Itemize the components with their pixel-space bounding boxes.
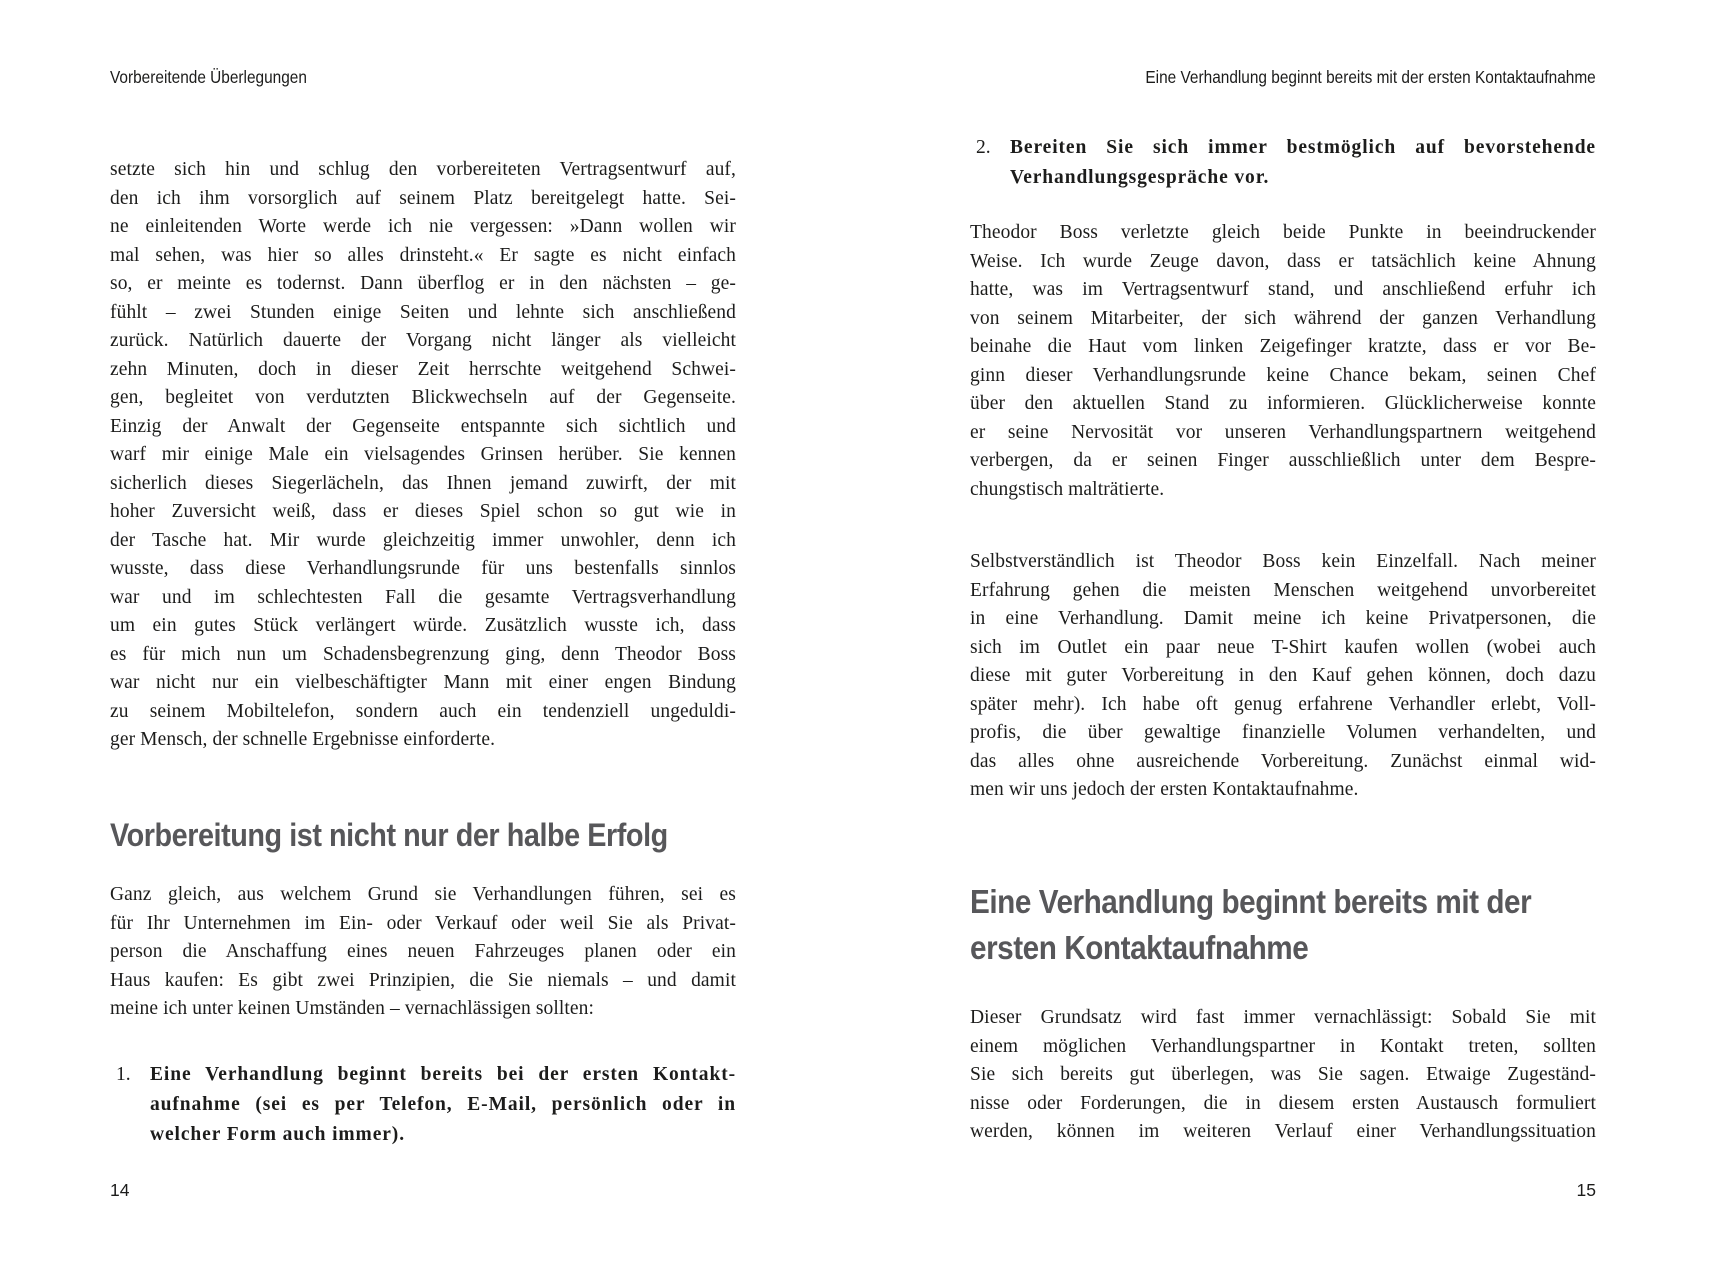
text-line: gen, begleitet von verdutzten Blickwechseln auf der Gegenseite. — [110, 387, 736, 408]
text-line: der Tasche hat. Mir wurde gleichzeitig immer unwohler, denn ich — [110, 529, 736, 551]
text-line: den ich ihm vorsorglich auf seinem Platz bereitgelegt hatte. Sei- — [110, 187, 736, 209]
text-line: chungstisch malträtierte. — [970, 478, 1165, 500]
body-paragraph — [970, 219, 1596, 504]
text-line: hatte, was im Vertragsentwurf stand, und anschließend erfuhr ich — [970, 279, 1596, 300]
text-line: Weise. Ich wurde Zeuge davon, dass er tatsächlich keine Ahnung — [970, 250, 1596, 272]
running-head-left-text: Vorbereitende Überlegungen — [110, 67, 307, 87]
text-line: sich im Outlet ein paar neue T-Shirt kaufen wollen (wobei auch — [970, 636, 1596, 658]
text-line: aufnahme (sei es per Telefon, E-Mail, persönlich oder in — [150, 1094, 736, 1115]
text-line: war und im schlechtesten Fall die gesamte Vertragsverhandlung — [110, 586, 736, 608]
text-line: er seine Nervosität vor unseren Verhandlungspartnern weitgehend — [970, 421, 1596, 443]
text-line: warf mir einige Male ein vielsagendes Grinsen herüber. Sie kennen — [110, 444, 736, 465]
text-line: mal sehen, was hier so alles drinsteht.« Er sagte es nicht einfach — [110, 244, 736, 266]
text-line: men wir uns jedoch der ersten Kontaktaufnahme. — [970, 779, 1359, 800]
text-line: hoher Zuversicht weiß, dass er dieses Spiel schon so gut wie in — [110, 501, 736, 522]
text-line: so, er meinte es todernst. Dann überflog er in den nächsten – ge- — [110, 273, 736, 294]
text-line: es für mich nun um Schadensbegrenzung ging, denn Theodor Boss — [110, 643, 736, 665]
text-line: Bereiten Sie sich immer bestmöglich auf bevorstehende — [1010, 137, 1596, 158]
text-line: beinahe die Haut vom linken Zeigefinger kratzte, dass er vor Be- — [970, 336, 1596, 357]
left-page — [110, 0, 736, 1270]
text-line: nisse oder Forderungen, die in diesem ersten Austausch formuliert — [970, 1092, 1596, 1114]
text-line: setzte sich hin und schlug den vorbereiteten Vertragsentwurf auf, — [110, 159, 736, 180]
list-item-text — [150, 1060, 736, 1150]
text-line: profis, die über gewaltige finanzielle Volumen verhandelten, und — [970, 722, 1596, 743]
text-line: über den aktuellen Stand zu informieren. Glücklicherweise konnte — [970, 393, 1596, 414]
text-line: Eine Verhandlung beginnt bereits bei der ersten Kontakt- — [150, 1064, 736, 1085]
text-line: war nicht nur ein vielbeschäftigter Mann mit einer engen Bindung — [110, 672, 736, 693]
body-paragraph — [110, 156, 736, 755]
text-line: später mehr). Ich habe oft genug erfahrene Verhandler erlebt, Voll- — [970, 693, 1596, 715]
text-line: meine ich unter keinen Umständen – vernachlässigen sollten: — [110, 998, 595, 1019]
text-line: person die Anschaffung eines neuen Fahrzeuges planen oder ein — [110, 941, 736, 962]
section-heading — [970, 879, 1596, 971]
running-head-right — [970, 66, 1596, 88]
text-line: Ganz gleich, aus welchem Grund sie Verhandlungen führen, sei es — [110, 884, 736, 905]
body-paragraph — [970, 548, 1596, 805]
section-heading-line-2: ersten Kontaktaufnahme — [970, 929, 1309, 966]
text-line: Einzig der Anwalt der Gegenseite entspannte sich sichtlich und — [110, 415, 736, 437]
text-line: zu seinem Mobiltelefon, sondern auch ein tendenziell ungeduldi- — [110, 700, 736, 722]
numbered-list-item — [970, 133, 1596, 193]
text-line: in eine Verhandlung. Damit meine ich keine Privatpersonen, die — [970, 608, 1596, 629]
running-head-left — [110, 66, 736, 88]
text-line: von seinem Mitarbeiter, der sich während der ganzen Verhandlung — [970, 307, 1596, 329]
text-line: sicherlich dieses Siegerlächeln, das Ihnen jemand zuwirft, der mit — [110, 472, 736, 494]
page-number-left: 14 — [110, 1180, 130, 1200]
text-line: verbergen, da er seinen Finger ausschließlich unter dem Bespre- — [970, 450, 1596, 471]
text-line: um ein gutes Stück verlängert würde. Zusätzlich wusste ich, dass — [110, 615, 736, 636]
right-page — [970, 0, 1596, 1270]
text-line: Selbstverständlich ist Theodor Boss kein Einzelfall. Nach meiner — [970, 551, 1596, 572]
text-line: welcher Form auch immer). — [150, 1124, 405, 1145]
section-heading — [110, 814, 736, 856]
text-line: Dieser Grundsatz wird fast immer vernachlässigt: Sobald Sie mit — [970, 1007, 1596, 1028]
numbered-list-item — [110, 1060, 736, 1150]
text-line: Haus kaufen: Es gibt zwei Prinzipien, die Sie niemals – und damit — [110, 969, 736, 991]
text-line: Theodor Boss verletzte gleich beide Punkte in beeindruckender — [970, 222, 1596, 243]
text-line: ger Mensch, der schnelle Ergebnisse einforderte. — [110, 729, 496, 750]
section-heading-line-1: Eine Verhandlung beginnt bereits mit der — [970, 883, 1532, 920]
text-line: für Ihr Unternehmen im Ein- oder Verkauf oder weil Sie als Privat- — [110, 912, 736, 934]
text-line: Verhandlungsgespräche vor. — [1010, 167, 1270, 188]
text-line: Erfahrung gehen die meisten Menschen weitgehend unvorbereitet — [970, 579, 1596, 601]
list-item-text — [1010, 133, 1596, 193]
text-line: einem möglichen Verhandlungspartner in Kontakt treten, sollten — [970, 1035, 1596, 1057]
text-line: das alles ohne ausreichende Vorbereitung. Zunächst einmal wid- — [970, 750, 1596, 772]
text-line: zurück. Natürlich dauerte der Vorgang nicht länger als vielleicht — [110, 330, 736, 351]
body-paragraph — [970, 1004, 1596, 1147]
text-line: werden, können im weiteren Verlauf einer Verhandlungssituation — [970, 1121, 1596, 1142]
page-number-right: 15 — [1576, 1180, 1596, 1200]
text-line: Sie sich bereits gut überlegen, was Sie sagen. Etwaige Zugeständ- — [970, 1064, 1596, 1085]
text-line: wusste, dass diese Verhandlungsrunde für uns bestenfalls sinnlos — [110, 558, 736, 579]
list-item-marker: 1. — [116, 1064, 131, 1085]
running-head-right-text: Eine Verhandlung beginnt bereits mit der ersten Kontaktaufnahme — [1145, 67, 1596, 87]
text-line: fühlt – zwei Stunden einige Seiten und lehnte sich anschließend — [110, 301, 736, 323]
text-line: ne einleitenden Worte werde ich nie vergessen: »Dann wollen wir — [110, 216, 736, 237]
list-item-marker: 2. — [976, 137, 991, 158]
text-line: zehn Minuten, doch in dieser Zeit herrschte weitgehend Schwei- — [110, 358, 736, 380]
body-paragraph — [110, 881, 736, 1024]
text-line: ginn dieser Verhandlungsrunde keine Chance bekam, seinen Chef — [970, 364, 1596, 386]
section-heading-text: Vorbereitung ist nicht nur der halbe Erfolg — [110, 817, 668, 853]
text-line: diese mit guter Vorbereitung in den Kauf gehen können, doch dazu — [970, 665, 1596, 686]
